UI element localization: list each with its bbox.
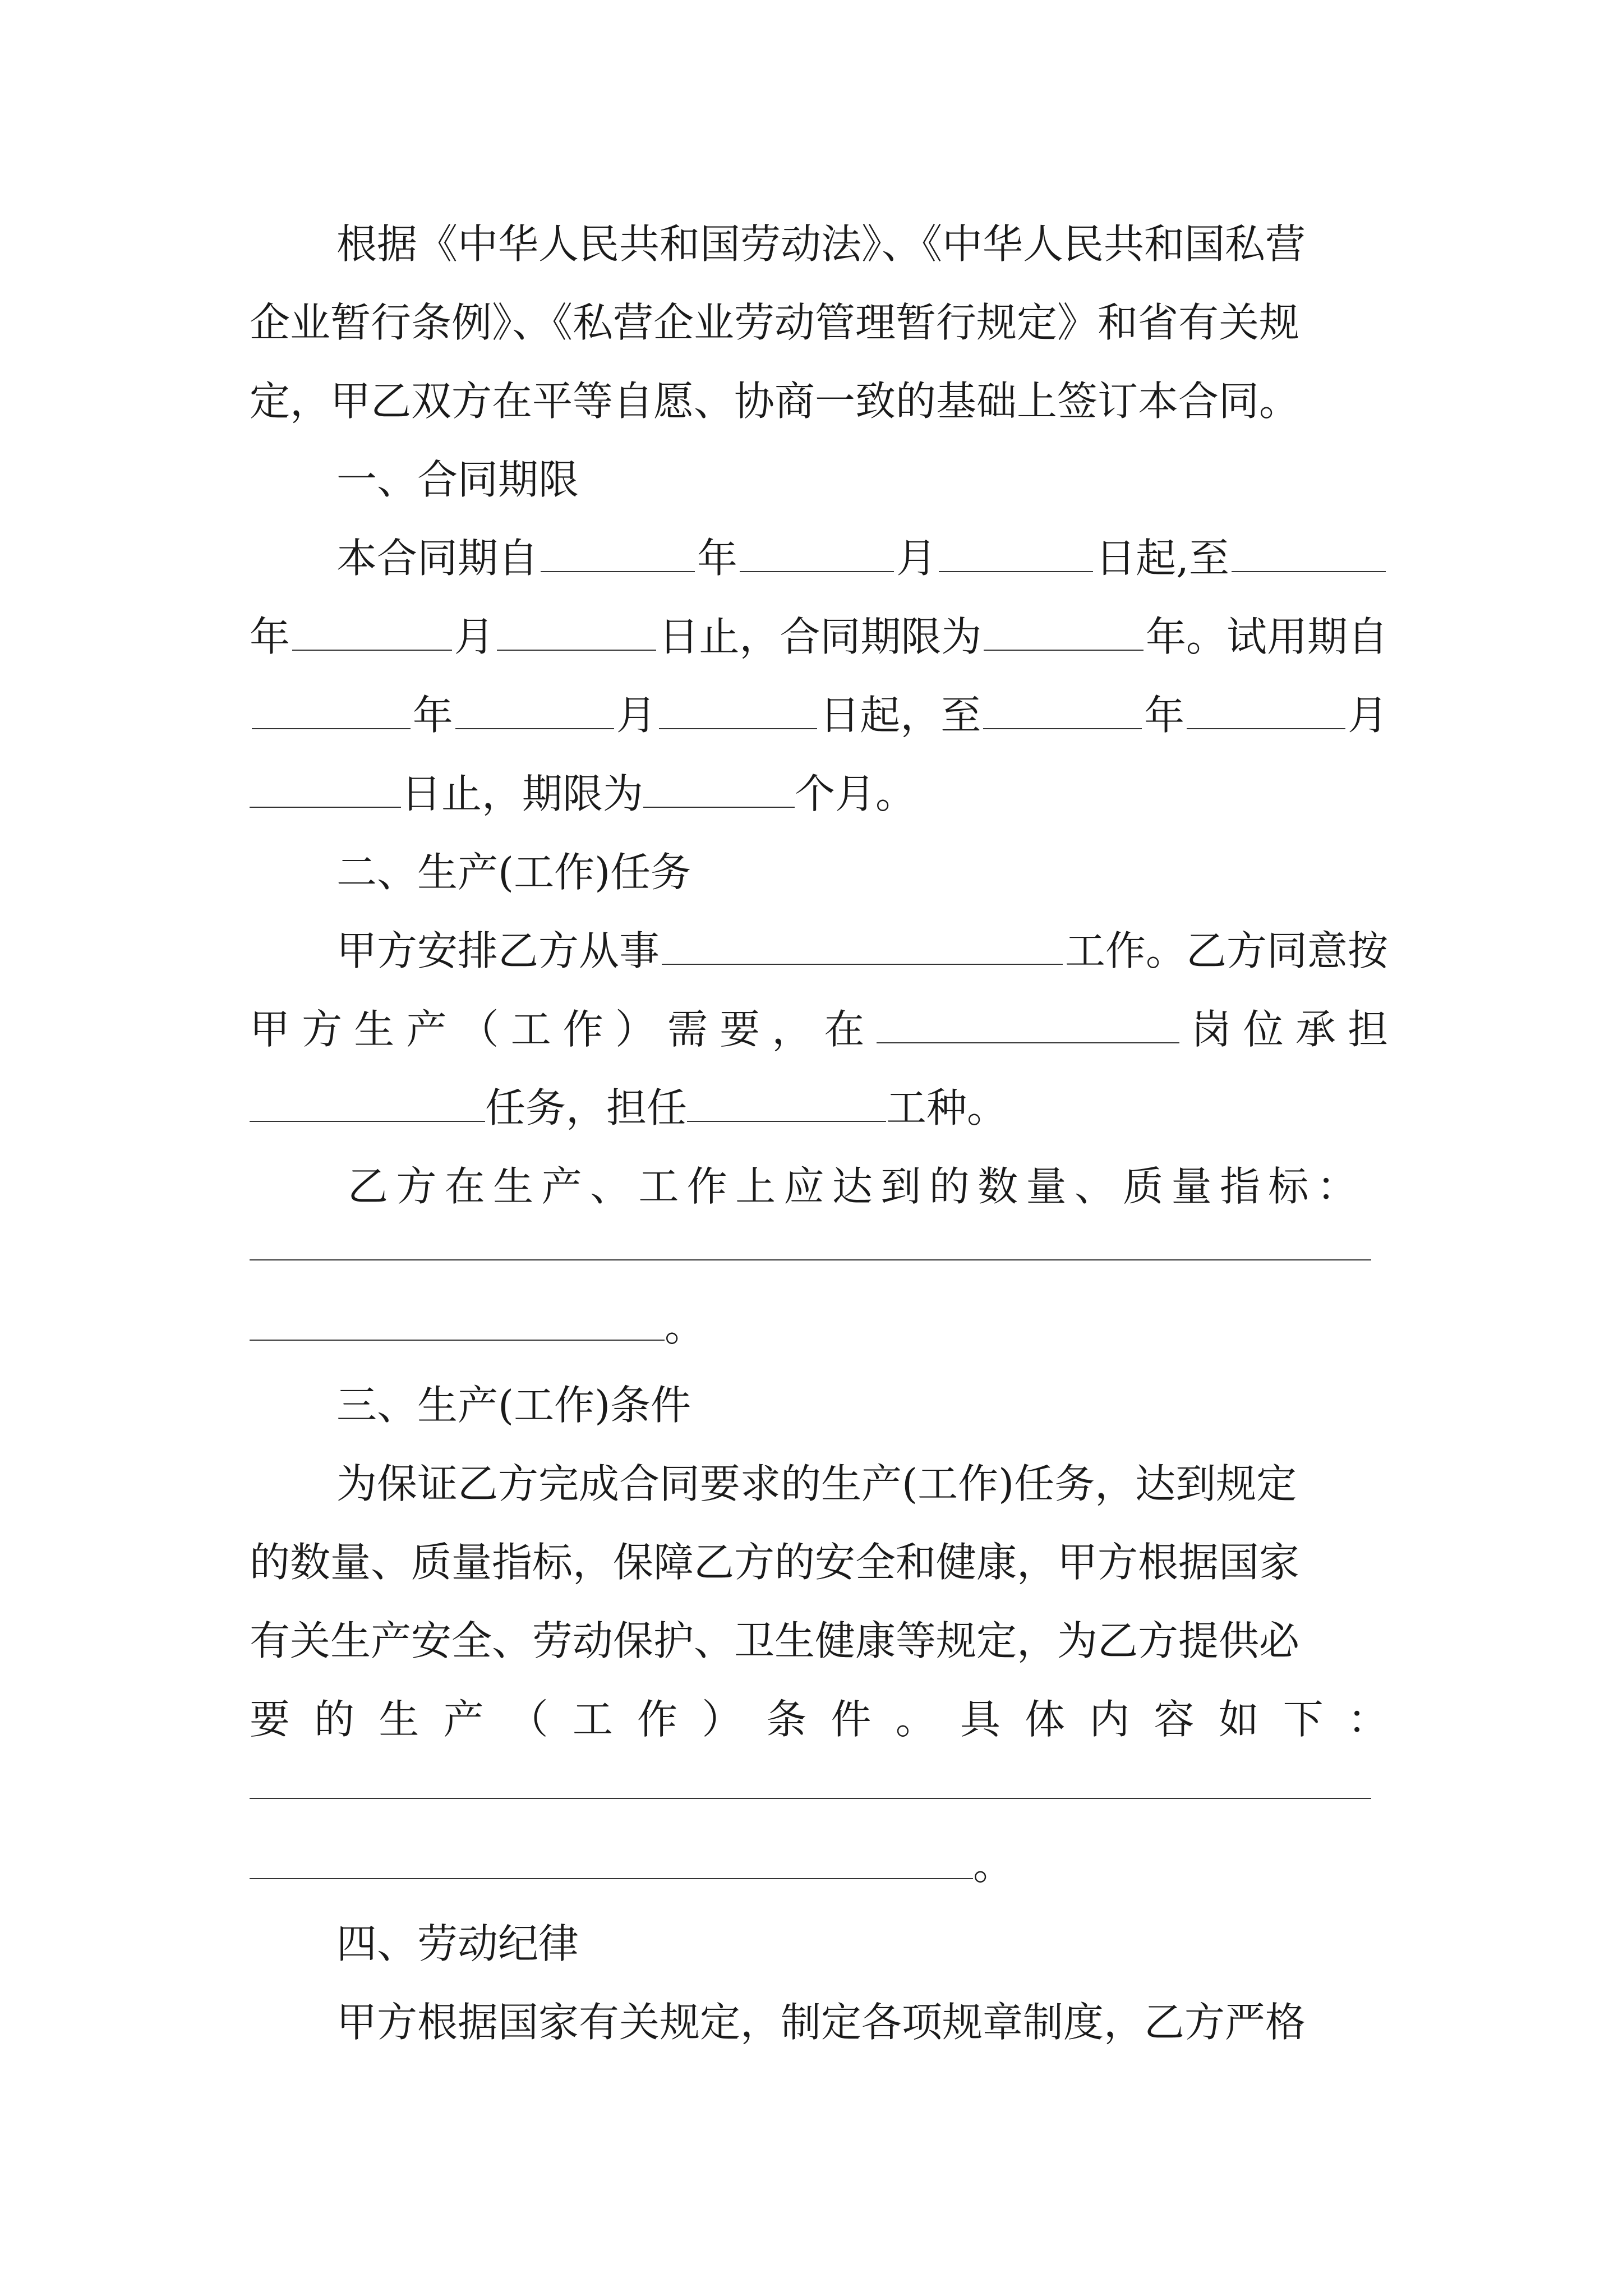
term-line-2	[250, 597, 1388, 676]
char: 下	[1283, 1696, 1324, 1743]
blank-trial-end-year[interactable]	[983, 679, 1142, 729]
term-line-1	[336, 519, 1388, 597]
char: 要	[250, 1696, 291, 1743]
char: 位	[1243, 1006, 1284, 1053]
blank-trial-start-year[interactable]	[252, 679, 411, 729]
char: 件	[831, 1696, 872, 1743]
char: 生	[379, 1696, 419, 1743]
section-4-title: 四、劳动纪律	[336, 1920, 579, 1967]
intro-line-2: 企业暂行条例》、《私营企业劳动管理暂行规定》和省有关规	[250, 299, 1300, 346]
char: 产	[443, 1696, 484, 1743]
char: 岗	[1191, 1006, 1232, 1053]
section-2-title: 二、生产(工作)任务	[336, 849, 691, 896]
task-text: 工作。乙方同意按	[1064, 927, 1388, 974]
blank-position[interactable]	[877, 993, 1179, 1043]
char: 数	[978, 1163, 1018, 1210]
task-line-3	[250, 1069, 1388, 1147]
task-line-2	[250, 990, 1388, 1069]
char: 条	[766, 1696, 807, 1743]
blank-trial-start-day[interactable]	[659, 679, 818, 729]
char: 标	[1268, 1163, 1309, 1210]
char: 产	[541, 1163, 582, 1210]
conditions-line-4	[250, 1680, 1388, 1759]
char: 的	[314, 1696, 355, 1743]
task-line-1	[336, 912, 1388, 990]
period: 。	[665, 1303, 706, 1350]
char: 在	[824, 1006, 865, 1053]
blank-start-day[interactable]	[939, 522, 1093, 572]
char: 工	[572, 1696, 613, 1743]
blank-conditions-line-2[interactable]	[250, 1829, 973, 1879]
char: 作	[562, 1006, 603, 1053]
conditions-line-2: 的数量、质量指标，保障乙方的安全和健康，甲方根据国家	[250, 1539, 1300, 1586]
char: 产	[406, 1006, 447, 1053]
char: ：	[1347, 1696, 1388, 1743]
discipline-line-1: 甲方根据国家有关规定，制定各项规章制度，乙方严格	[336, 1999, 1306, 2046]
char: 担	[1347, 1006, 1388, 1053]
term-text: 月	[1347, 692, 1388, 739]
task-text: 甲方安排乙方从事	[336, 927, 660, 974]
char: 具	[960, 1696, 1000, 1743]
char: 在	[444, 1163, 485, 1210]
blank-conditions-line-1[interactable]	[250, 1798, 1371, 1799]
char: 体	[1025, 1696, 1066, 1743]
char: ）	[702, 1696, 743, 1743]
char: ）	[615, 1006, 656, 1053]
char: 的	[929, 1163, 970, 1210]
char: 上	[735, 1163, 776, 1210]
char: 。	[895, 1696, 936, 1743]
char: 量	[1171, 1163, 1212, 1210]
section-1-title: 一、合同期限	[336, 456, 579, 503]
blank-start-month[interactable]	[740, 522, 894, 572]
term-text: 月	[896, 535, 937, 582]
char: 、	[1074, 1163, 1115, 1210]
char: 承	[1295, 1006, 1336, 1053]
blank-start-year[interactable]	[541, 522, 695, 572]
char: 容	[1154, 1696, 1195, 1743]
section-3-title: 三、生产(工作)条件	[336, 1382, 691, 1429]
term-text: 日起,至	[1095, 535, 1229, 582]
term-text: 月	[616, 692, 657, 739]
term-text: 月	[454, 613, 495, 660]
term-text: 个月。	[795, 770, 916, 817]
char: 、	[589, 1163, 630, 1210]
char: 作	[637, 1696, 678, 1743]
conditions-line-3: 有关生产安全、劳动保护、卫生健康等规定，为乙方提供必	[250, 1617, 1300, 1664]
char: 如	[1218, 1696, 1259, 1743]
blank-task[interactable]	[250, 1071, 485, 1122]
char: 作	[686, 1163, 727, 1210]
blank-work-type[interactable]	[687, 1071, 886, 1122]
char: 到	[880, 1163, 921, 1210]
term-text: 年	[412, 692, 453, 739]
char: 量	[1026, 1163, 1067, 1210]
char: 应	[783, 1163, 824, 1210]
char: 工	[638, 1163, 679, 1210]
term-line-3	[250, 676, 1388, 754]
term-line-4	[250, 754, 1388, 833]
blank-trial-start-month[interactable]	[455, 679, 614, 729]
char: 甲	[250, 1006, 291, 1053]
blank-quota-line-1[interactable]	[250, 1259, 1371, 1260]
blank-end-month[interactable]	[292, 600, 452, 651]
char: 生	[354, 1006, 395, 1053]
char: 指	[1220, 1163, 1261, 1210]
char: 质	[1123, 1163, 1164, 1210]
char: 方	[302, 1006, 343, 1053]
char: 需	[667, 1006, 708, 1053]
char: 乙	[348, 1163, 389, 1210]
char: 方	[396, 1163, 437, 1210]
term-text: 年。试用期自	[1145, 613, 1388, 660]
conditions-blank-line-2	[250, 1826, 1388, 1904]
char: （	[458, 1006, 499, 1053]
term-text: 年	[250, 613, 291, 660]
term-text: 日起，至	[819, 692, 981, 739]
term-text: 年	[1144, 692, 1185, 739]
period: 。	[973, 1842, 1014, 1889]
blank-trial-end-month[interactable]	[1187, 679, 1345, 729]
term-text: 本合同期自	[336, 535, 539, 582]
char: ：	[1316, 1163, 1357, 1210]
term-text: 日止，合同期限为	[658, 613, 982, 660]
term-text: 日止，期限为	[401, 770, 644, 817]
intro-line-1: 根据《中华人民共和国劳动法》、《中华人民共和国私营	[336, 220, 1306, 268]
blank-quota-line-2[interactable]	[250, 1290, 665, 1341]
term-text: 年	[697, 535, 738, 582]
blank-term-years[interactable]	[984, 600, 1144, 651]
char: 要	[720, 1006, 760, 1053]
blank-trial-end-day[interactable]	[250, 757, 401, 808]
blank-end-day[interactable]	[497, 600, 657, 651]
char: 内	[1089, 1696, 1130, 1743]
blank-trial-months[interactable]	[643, 757, 795, 808]
char: 生	[493, 1163, 534, 1210]
char: 达	[832, 1163, 873, 1210]
char: 工	[510, 1006, 551, 1053]
quota-line	[348, 1147, 1357, 1226]
blank-job-content[interactable]	[662, 914, 1063, 965]
task-text: 任务，担任	[485, 1084, 688, 1131]
char: （	[508, 1696, 548, 1743]
conditions-line-1: 为保证乙方完成合同要求的生产(工作)任务，达到规定	[336, 1460, 1297, 1507]
quota-blank-line-2	[250, 1287, 1388, 1366]
task-text: 工种。	[886, 1084, 1008, 1131]
intro-line-3: 定，甲乙双方在平等自愿、协商一致的基础上签订本合同。	[250, 378, 1300, 425]
blank-end-year[interactable]	[1232, 522, 1386, 572]
char: ，	[772, 1006, 813, 1053]
